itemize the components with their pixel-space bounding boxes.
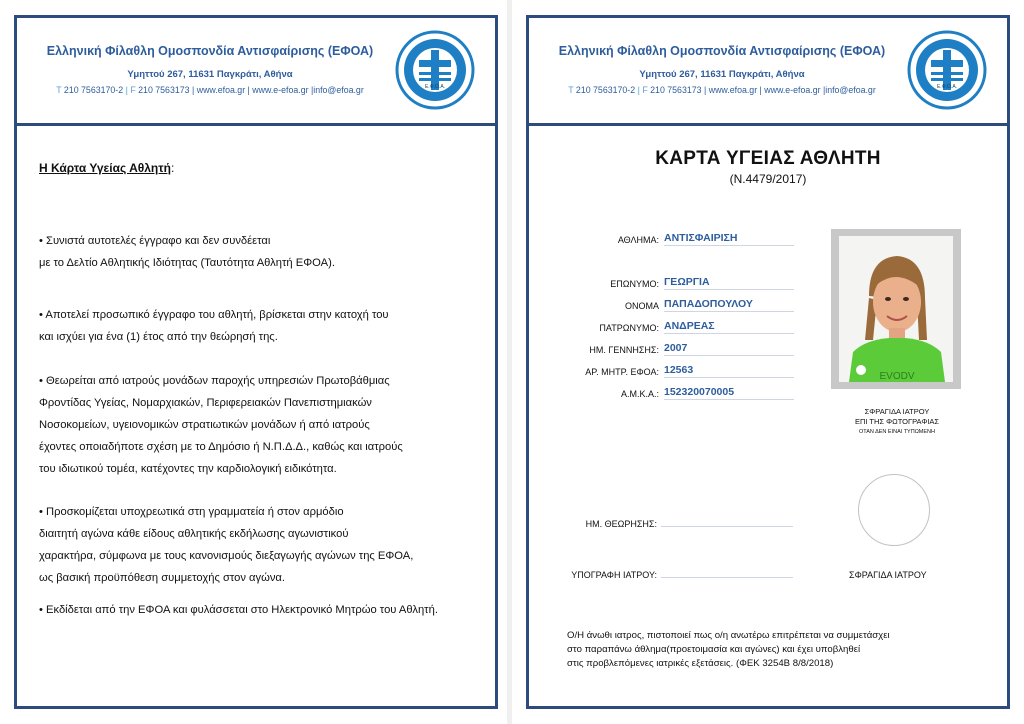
org-name: Ελληνική Φίλαθλη Ομοσπονδία Αντισφαίρισης (ΕΦΟΑ) (558, 44, 886, 58)
certification-text (567, 629, 987, 671)
letterhead (529, 18, 1007, 126)
bullet-line: διαιτητή αγώνα κάθε είδους αθλητικής εκδήλωσης αγωνιστικού (39, 528, 349, 540)
info-bullet-4 (39, 501, 491, 589)
amka-value: 152320070005 (664, 386, 794, 400)
sport-label: ΑΘΛΗΜΑ: (617, 235, 659, 245)
health-card-page (512, 0, 1024, 724)
card-title: ΚΑΡΤΑ ΥΓΕΙΑΣ ΑΘΛΗΤΗ (655, 148, 881, 169)
logo-initials: Ε.Φ.Ο.Α. (424, 84, 446, 90)
org-address: Υμηττού 267, 11631 Παγκράτι, Αθήνα (639, 69, 805, 80)
info-title-text: Η Κάρτα Υγείας Αθλητή (39, 161, 171, 175)
federation-logo-icon (395, 30, 475, 110)
card-law-reference: (Ν.4479/2017) (729, 172, 807, 186)
fax-number: 210 7563173 (138, 85, 190, 95)
name-value: ΠΑΠΑΔΟΠΟΥΛΟΥ (664, 298, 794, 312)
name-label: ΟΝΟΜΑ (624, 301, 659, 311)
fax-key: F (642, 85, 648, 95)
bullet-line: και ισχύει για ένα (1) έτος από την θεώρησή της. (39, 331, 278, 343)
father-name-value: ΑΝΔΡΕΑΣ (664, 320, 794, 334)
info-bullet-1 (39, 230, 491, 274)
doctor-signature-label: ΥΠΟΓΡΑΦΗ ΙΑΤΡΟΥ: (571, 570, 657, 580)
certification-line: στο παραπάνω άθλημα(προετοιμασία και αγώνες) και έχει υποβληθεί (567, 644, 861, 655)
bullet-line: • Συνιστά αυτοτελές έγγραφο και δεν συνδέεται (39, 235, 271, 247)
websites: | www.efoa.gr | www.e-efoa.gr |info@efoa.gr (191, 85, 364, 95)
info-title-colon: : (170, 161, 175, 175)
photo-caption-3: ΟΤΑΝ ΔΕΝ ΕΙΝΑΙ ΤΥΠΩΜΕΝΗ (858, 429, 936, 435)
bullet-line: Φροντίδας Υγείας, Νομαρχιακών, Περιφερειακών Πανεπιστημιακών (39, 397, 372, 409)
certification-line: Ο/Η άνωθι ιατρος, πιστοποιεί πως ο/η ανωτέρω επιτρέπεται να συμμετάσχει (567, 630, 890, 641)
fax-number: 210 7563173 (650, 85, 702, 95)
shirt-text: EVODV (879, 371, 915, 382)
bullet-line: • Εκδίδεται από την ΕΦΟΑ και φυλάσσεται στο Ηλεκτρονικό Μητρώο του Αθλητή. (39, 604, 438, 616)
info-title (39, 161, 174, 175)
contact-separator: | (125, 85, 128, 95)
seal-placeholder (858, 474, 930, 546)
bullet-line: χαρακτήρα, σύμφωνα με τους κανονισμούς διεξαγωγής αγώνων της ΕΦΟΑ, (39, 550, 414, 562)
athlete-photo-frame (831, 229, 961, 389)
bullet-line: με το Δελτίο Αθλητικής Ιδιότητας (Ταυτότητα Αθλητή ΕΦΟΑ). (39, 257, 335, 269)
tel-number: 210 7563170-2 (63, 85, 124, 95)
bullet-line: έχοντες οποιαδήποτε σχέση με το Δημόσιο ή Ν.Π.Δ.Δ., καθώς και ιατρούς (39, 441, 403, 453)
photo-caption-1: ΣΦΡΑΓΙΔΑ ΙΑΤΡΟΥ (864, 407, 930, 416)
doctor-seal-label: ΣΦΡΑΓΙΔΑ ΙΑΤΡΟΥ (849, 570, 927, 580)
info-bullet-2 (39, 304, 491, 348)
letterhead (17, 18, 495, 126)
amka-label: Α.Μ.Κ.Α.: (620, 389, 659, 399)
registry-number-value: 12563 (664, 364, 794, 378)
birth-date-value: 2007 (664, 342, 794, 356)
websites: | www.efoa.gr | www.e-efoa.gr |info@efoa.gr (703, 85, 876, 95)
exam-date-label: ΗΜ. ΘΕΩΡΗΣΗΣ: (585, 519, 657, 529)
contact-separator: | (637, 85, 640, 95)
org-name: Ελληνική Φίλαθλη Ομοσπονδία Αντισφαίρισης (ΕΦΟΑ) (46, 44, 374, 58)
certification-line: στις προβλεπόμενες ιατρικές εξετάσεις. (ΦΕΚ 3254Β 8/8/2018) (567, 658, 834, 669)
logo-initials: Ε.Φ.Ο.Α. (936, 84, 958, 90)
surname-label: ΕΠΩΝΥΜΟ: (610, 279, 659, 289)
exam-date-line (661, 526, 793, 527)
info-bullet-3 (39, 370, 491, 480)
athlete-photo (839, 236, 953, 382)
health-card (526, 15, 1010, 709)
father-name-label: ΠΑΤΡΩΝΥΜΟ: (599, 323, 659, 333)
info-page (0, 0, 507, 724)
fax-key: F (130, 85, 136, 95)
tel-key: T (56, 85, 62, 95)
birth-date-label: ΗΜ. ΓΕΝΝΗΣΗΣ: (589, 345, 659, 355)
photo-caption-2: ΕΠΙ ΤΗΣ ΦΩΤΟΓΡΑΦΙΑΣ (854, 417, 940, 426)
bullet-line: Νοσοκομείων, υγειονομικών στρατιωτικών μονάδων ή από ιατρούς (39, 419, 370, 431)
info-bullet-5 (39, 599, 491, 621)
info-card (14, 15, 498, 709)
bullet-line: • Προσκομίζεται υποχρεωτικά στη γραμματεία ή στον αρμόδιο (39, 506, 344, 518)
bullet-line: ως βασική προϋπόθεση συμμετοχής στον αγώνα. (39, 572, 285, 584)
surname-value: ΓΕΩΡΓΙΑ (664, 276, 794, 290)
sport-value: ΑΝΤΙΣΦΑΙΡΙΣΗ (664, 232, 794, 246)
bullet-line: • Αποτελεί προσωπικό έγγραφο του αθλητή, βρίσκεται στην κατοχή του (39, 309, 389, 321)
tel-key: T (568, 85, 574, 95)
bullet-line: του ιδιωτικού τομέα, κατέχοντες την καρδιολογική ειδικότητα. (39, 463, 337, 475)
tel-number: 210 7563170-2 (575, 85, 636, 95)
org-address: Υμηττού 267, 11631 Παγκράτι, Αθήνα (127, 69, 293, 80)
doctor-signature-line (661, 577, 793, 578)
bullet-line: • Θεωρείται από ιατρούς μονάδων παροχής υπηρεσιών Πρωτοβάθμιας (39, 375, 390, 387)
federation-logo-icon (907, 30, 987, 110)
org-contact (25, 85, 395, 95)
org-contact (537, 85, 907, 95)
registry-number-label: ΑΡ. ΜΗΤΡ. ΕΦΟΑ: (585, 367, 659, 377)
